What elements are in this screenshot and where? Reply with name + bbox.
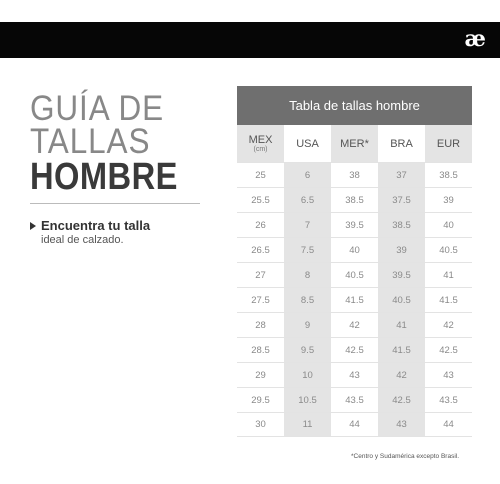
table-cell: 26.5 [237,237,284,262]
table-cell: 41 [425,262,472,287]
table-row [237,212,472,237]
table-cell: 41 [378,312,425,337]
column-header-label: MER* [340,137,369,150]
table-row [237,362,472,387]
table-cell: 38 [331,162,378,187]
column-header-label: USA [296,137,319,150]
table-cell: 28.5 [237,337,284,362]
table-row [237,162,472,187]
column-header-label: MEX [248,134,273,146]
table-cell: 9 [284,312,331,337]
table-row [237,262,472,287]
table-row [237,412,472,437]
table-cell: 7.5 [284,237,331,262]
table-cell: 40.5 [331,262,378,287]
table-cell: 38.5 [331,187,378,212]
guide-title-line2: TALLAS [30,122,151,161]
table-cell: 40 [331,237,378,262]
table-cell: 11 [284,412,331,437]
table-cell: 29 [237,362,284,387]
table-cell: 39.5 [378,262,425,287]
table-cell: 44 [331,412,378,437]
table-cell: 43 [378,412,425,437]
table-row [237,237,472,262]
column-header-bra [378,125,425,162]
column-header-usa [284,125,331,162]
top-bar [0,22,500,58]
column-header-label: BRA [390,137,413,150]
table-row [237,387,472,412]
table-cell: 25.5 [237,187,284,212]
table-body [237,162,472,437]
guide-title-line3: HOMBRE [30,156,178,198]
table-cell: 6 [284,162,331,187]
table-cell: 42.5 [425,337,472,362]
table-title: Tabla de tallas hombre [237,86,472,125]
table-cell: 9.5 [284,337,331,362]
table-header-row [237,125,472,162]
table-cell: 37 [378,162,425,187]
table-cell: 43.5 [331,387,378,412]
table-cell: 42 [425,312,472,337]
table-cell: 30 [237,412,284,437]
table-cell: 6.5 [284,187,331,212]
table-row [237,312,472,337]
table-cell: 10 [284,362,331,387]
table-cell: 41.5 [378,337,425,362]
table-cell: 39 [425,187,472,212]
table-cell: 7 [284,212,331,237]
table-cell: 25 [237,162,284,187]
table-cell: 38.5 [425,162,472,187]
table-cell: 26 [237,212,284,237]
table-cell: 40 [425,212,472,237]
table-cell: 41.5 [425,287,472,312]
brand-logo: æ [464,26,485,52]
table-cell: 8 [284,262,331,287]
table-cell: 28 [237,312,284,337]
tagline-bold: Encuentra tu talla [41,218,151,233]
table-cell: 29.5 [237,387,284,412]
table-cell: 37.5 [378,187,425,212]
table-cell: 42.5 [331,337,378,362]
table-cell: 10.5 [284,387,331,412]
table-cell: 42.5 [378,387,425,412]
table-cell: 38.5 [378,212,425,237]
table-cell: 39 [378,237,425,262]
table-cell: 40.5 [378,287,425,312]
table-row [237,187,472,212]
column-header-unit: (cm) [253,146,268,153]
table-cell: 40.5 [425,237,472,262]
column-header-eur [425,125,472,162]
table-cell: 42 [331,312,378,337]
guide-title-line1: GUÍA DE [30,89,165,128]
tagline-rest: ideal de calzado. [41,234,124,246]
table-cell: 41.5 [331,287,378,312]
table-cell: 39.5 [331,212,378,237]
table-row [237,287,472,312]
table-cell: 8.5 [284,287,331,312]
table-row [237,337,472,362]
triangle-right-icon [30,222,36,230]
footnote: *Centro y Sudamérica excepto Brasil. [351,453,460,460]
column-header-mer [331,125,378,162]
table-cell: 44 [425,412,472,437]
size-table [237,86,472,437]
table-cell: 43 [425,362,472,387]
divider [30,203,200,204]
table-cell: 27 [237,262,284,287]
guide-title [30,89,210,198]
table-cell: 42 [378,362,425,387]
table-cell: 27.5 [237,287,284,312]
column-header-mex [237,125,284,162]
column-header-label: EUR [436,137,461,150]
table-cell: 43.5 [425,387,472,412]
table-cell: 43 [331,362,378,387]
